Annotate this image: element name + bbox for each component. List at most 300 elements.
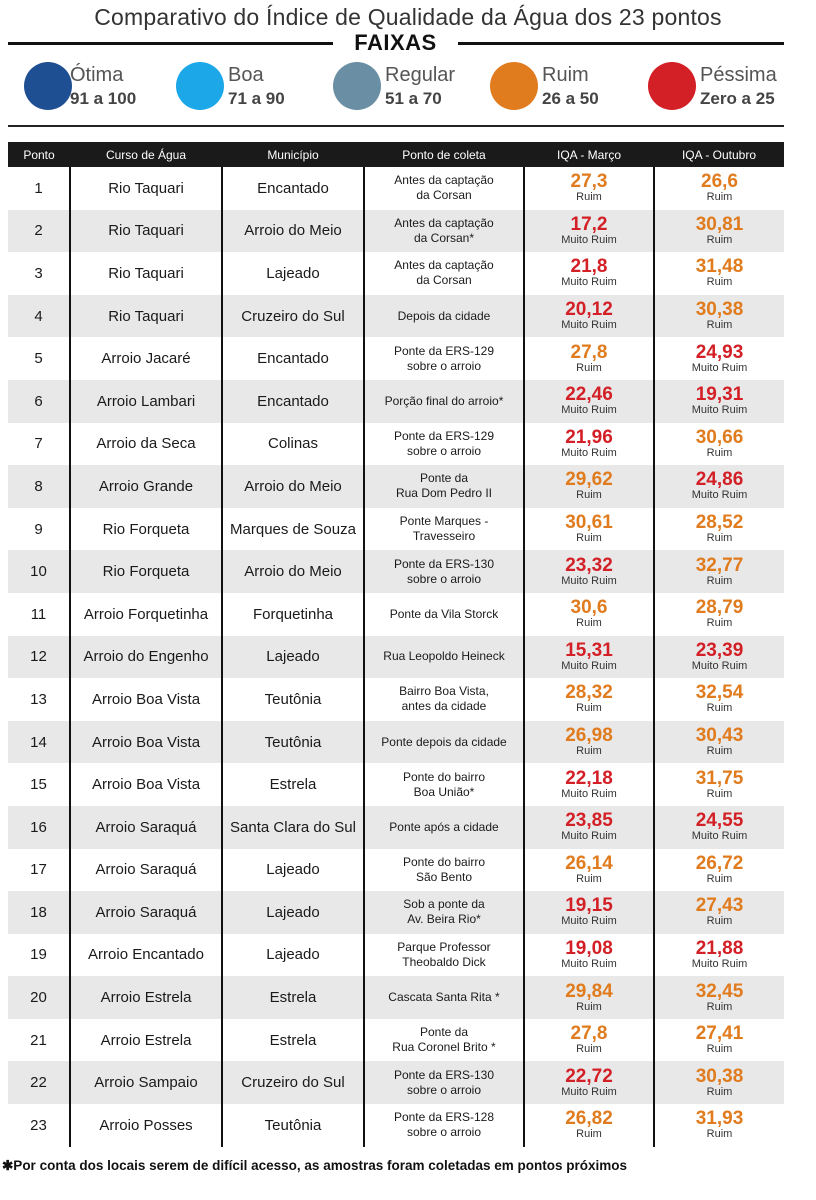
iqa-value: 28,52 xyxy=(695,512,744,534)
iqa-value: 31,48 xyxy=(695,256,744,278)
cell-municipio: Lajeado xyxy=(222,636,364,679)
iqa-value: 22,18 xyxy=(565,767,613,789)
iqa-label: Ruim xyxy=(706,915,733,928)
cell-iqa-outubro xyxy=(654,252,784,295)
cell-curso: Arroio Sampaio xyxy=(70,1061,222,1104)
cell-iqa-outubro xyxy=(654,976,784,1019)
table-row xyxy=(8,423,784,466)
cell-curso: Arroio Estrela xyxy=(70,1019,222,1062)
cell-curso: Arroio Estrela xyxy=(70,976,222,1019)
iqa-value: 30,38 xyxy=(695,1065,744,1087)
coleta-line: Theobaldo Dick xyxy=(402,954,486,969)
cell-municipio: Arroio do Meio xyxy=(222,550,364,593)
cell-iqa-outubro xyxy=(654,891,784,934)
faixas-label: FAIXAS xyxy=(354,30,437,55)
legend-name: Ruim xyxy=(542,64,589,86)
iqa-label: Ruim xyxy=(706,276,733,289)
cell-municipio: Teutônia xyxy=(222,1104,364,1147)
iqa-label: Ruim xyxy=(576,1128,602,1141)
cell-iqa-outubro xyxy=(654,423,784,466)
iqa-label: Ruim xyxy=(706,702,733,715)
iqa-value: 32,77 xyxy=(695,554,744,576)
cell-iqa-marco xyxy=(524,508,654,551)
iqa-label: Muito Ruim xyxy=(561,404,617,417)
iqa-value: 20,12 xyxy=(565,299,613,321)
cell-curso: Arroio Saraquá xyxy=(70,849,222,892)
iqa-value: 23,32 xyxy=(565,554,613,576)
cell-iqa-outubro xyxy=(654,849,784,892)
cell-ponto: 16 xyxy=(8,806,70,849)
iqa-label: Muito Ruim xyxy=(691,659,748,672)
coleta-line: Ponte da ERS-129 xyxy=(393,343,495,358)
cell-municipio: Lajeado xyxy=(222,891,364,934)
legend-dot-pessima xyxy=(648,62,696,110)
cell-coleta xyxy=(364,380,524,423)
iqa-value: 30,6 xyxy=(570,597,608,619)
cell-iqa-marco xyxy=(524,763,654,806)
iqa-value: 17,2 xyxy=(570,213,608,235)
cell-coleta xyxy=(364,1019,524,1062)
cell-iqa-marco xyxy=(524,337,654,380)
legend-name: Boa xyxy=(228,64,264,86)
cell-coleta xyxy=(364,593,524,636)
iqa-label: Ruim xyxy=(706,574,733,587)
cell-iqa-marco xyxy=(524,295,654,338)
iqa-value: 22,46 xyxy=(565,384,613,406)
iqa-value: 32,45 xyxy=(695,980,744,1002)
iqa-value: 24,93 xyxy=(695,341,744,363)
cell-curso: Rio Taquari xyxy=(70,252,222,295)
coleta-line: da Corsan xyxy=(416,188,472,203)
coleta-line: Porção final do arroio* xyxy=(384,393,504,408)
iqa-label: Ruim xyxy=(706,1043,733,1056)
coleta-line: Antes da captação xyxy=(394,258,494,273)
cell-municipio: Santa Clara do Sul xyxy=(222,806,364,849)
cell-coleta xyxy=(364,1104,524,1147)
cell-municipio: Teutônia xyxy=(222,678,364,721)
legend-dot-boa xyxy=(176,62,224,110)
iqa-label: Ruim xyxy=(706,446,733,459)
iqa-label: Ruim xyxy=(576,1043,602,1056)
table-row xyxy=(8,550,784,593)
cell-iqa-outubro xyxy=(654,806,784,849)
cell-iqa-outubro xyxy=(654,934,784,977)
cell-municipio: Encantado xyxy=(222,337,364,380)
iqa-label: Ruim xyxy=(706,191,733,204)
footnote: ✱Por conta dos locais serem de difícil acesso, as amostras foram coletadas em pontos próximos xyxy=(2,1158,628,1173)
iqa-label: Muito Ruim xyxy=(561,659,617,672)
cell-iqa-marco xyxy=(524,1061,654,1104)
faixas-rule-left xyxy=(8,42,333,45)
legend-range: 71 a 90 xyxy=(228,89,285,108)
legend-dot-regular xyxy=(333,62,381,110)
cell-iqa-marco xyxy=(524,806,654,849)
iqa-label: Ruim xyxy=(576,872,602,885)
table-row xyxy=(8,678,784,721)
coleta-line: Ponte da Vila Storck xyxy=(389,606,499,621)
coleta-line: Sob a ponte da xyxy=(403,897,485,912)
faixas-rule-right xyxy=(458,42,784,45)
table-row xyxy=(8,849,784,892)
table-row xyxy=(8,295,784,338)
cell-iqa-outubro xyxy=(654,763,784,806)
cell-municipio: Cruzeiro do Sul xyxy=(222,1061,364,1104)
iqa-value: 24,55 xyxy=(695,810,744,832)
iqa-value: 19,15 xyxy=(565,895,613,917)
iqa-label: Ruim xyxy=(576,361,602,374)
section-divider xyxy=(8,125,784,127)
legend-name: Péssima xyxy=(700,64,777,86)
coleta-line: Ponte Marques - xyxy=(399,514,489,529)
cell-coleta xyxy=(364,849,524,892)
cell-curso: Arroio Boa Vista xyxy=(70,678,222,721)
cell-coleta xyxy=(364,167,524,210)
cell-coleta xyxy=(364,721,524,764)
cell-coleta xyxy=(364,763,524,806)
cell-iqa-outubro xyxy=(654,380,784,423)
iqa-value: 26,14 xyxy=(565,852,613,874)
coleta-line: Rua Dom Pedro II xyxy=(395,486,493,501)
legend-dot-otima xyxy=(24,62,72,110)
cell-iqa-marco xyxy=(524,891,654,934)
iqa-label: Ruim xyxy=(706,233,733,246)
cell-ponto: 18 xyxy=(8,891,70,934)
table-row xyxy=(8,1019,784,1062)
cell-ponto: 20 xyxy=(8,976,70,1019)
table-row xyxy=(8,934,784,977)
iqa-value: 28,32 xyxy=(565,682,613,704)
coleta-line: sobre o arroio xyxy=(406,1082,482,1097)
iqa-value: 21,88 xyxy=(695,937,744,959)
table-row xyxy=(8,210,784,253)
cell-iqa-marco xyxy=(524,678,654,721)
iqa-label: Ruim xyxy=(706,1128,733,1141)
iqa-value: 21,8 xyxy=(570,256,608,278)
coleta-line: Ponte da ERS-130 xyxy=(393,1067,495,1082)
cell-iqa-marco xyxy=(524,423,654,466)
iqa-value: 26,6 xyxy=(701,171,738,193)
coleta-line: Travesseiro xyxy=(412,529,476,544)
table-row xyxy=(8,891,784,934)
iqa-value: 23,39 xyxy=(695,639,744,661)
cell-coleta xyxy=(364,678,524,721)
table-row xyxy=(8,636,784,679)
cell-iqa-marco xyxy=(524,380,654,423)
coleta-line: Boa União* xyxy=(413,784,475,799)
iqa-value: 27,8 xyxy=(570,341,608,363)
cell-municipio: Marques de Souza xyxy=(222,508,364,551)
cell-iqa-outubro xyxy=(654,550,784,593)
cell-curso: Rio Forqueta xyxy=(70,508,222,551)
iqa-label: Ruim xyxy=(706,1000,733,1013)
iqa-label: Muito Ruim xyxy=(691,830,748,843)
cell-municipio: Encantado xyxy=(222,380,364,423)
coleta-line: Antes da captação xyxy=(394,215,494,230)
iqa-value: 27,3 xyxy=(570,171,608,193)
cell-coleta xyxy=(364,636,524,679)
cell-iqa-marco xyxy=(524,252,654,295)
legend-range: 51 a 70 xyxy=(385,89,442,108)
iqa-label: Ruim xyxy=(576,617,602,630)
legend-name: Regular xyxy=(385,64,456,86)
cell-coleta xyxy=(364,508,524,551)
iqa-label: Ruim xyxy=(706,617,733,630)
table-row xyxy=(8,337,784,380)
cell-curso: Arroio Posses xyxy=(70,1104,222,1147)
table-row xyxy=(8,806,784,849)
iqa-value: 28,79 xyxy=(695,597,744,619)
iqa-value: 30,38 xyxy=(695,299,744,321)
iqa-label: Muito Ruim xyxy=(691,361,748,374)
coleta-line: Rua Leopoldo Heineck xyxy=(383,649,505,664)
cell-curso: Rio Taquari xyxy=(70,210,222,253)
iqa-table xyxy=(8,142,784,1147)
iqa-label: Muito Ruim xyxy=(561,319,617,332)
cell-iqa-marco xyxy=(524,636,654,679)
cell-coleta xyxy=(364,423,524,466)
iqa-label: Muito Ruim xyxy=(691,404,748,417)
cell-municipio: Teutônia xyxy=(222,721,364,764)
iqa-value: 24,86 xyxy=(695,469,744,491)
cell-ponto: 2 xyxy=(8,210,70,253)
cell-coleta xyxy=(364,934,524,977)
coleta-line: antes da cidade xyxy=(401,699,487,714)
iqa-label: Muito Ruim xyxy=(561,957,617,970)
cell-coleta xyxy=(364,295,524,338)
iqa-label: Ruim xyxy=(706,319,733,332)
table-row xyxy=(8,1061,784,1104)
cell-iqa-marco xyxy=(524,593,654,636)
cell-iqa-marco xyxy=(524,849,654,892)
iqa-label: Muito Ruim xyxy=(561,787,617,800)
iqa-label: Muito Ruim xyxy=(691,489,748,502)
iqa-label: Muito Ruim xyxy=(561,574,617,587)
cell-ponto: 23 xyxy=(8,1104,70,1147)
iqa-value: 30,66 xyxy=(695,426,744,448)
cell-iqa-marco xyxy=(524,550,654,593)
coleta-line: Ponte da ERS-130 xyxy=(393,556,495,571)
cell-ponto: 6 xyxy=(8,380,70,423)
cell-iqa-outubro xyxy=(654,295,784,338)
iqa-value: 26,72 xyxy=(695,852,744,874)
coleta-line: sobre o arroio xyxy=(406,571,482,586)
iqa-value: 32,54 xyxy=(695,682,744,704)
cell-ponto: 5 xyxy=(8,337,70,380)
cell-curso: Arroio do Engenho xyxy=(70,636,222,679)
coleta-line: da Corsan xyxy=(416,273,472,288)
iqa-label: Muito Ruim xyxy=(561,830,617,843)
cell-curso: Arroio Boa Vista xyxy=(70,721,222,764)
iqa-label: Muito Ruim xyxy=(691,957,748,970)
coleta-line: Rua Coronel Brito * xyxy=(392,1040,496,1055)
cell-municipio: Arroio do Meio xyxy=(222,465,364,508)
cell-coleta xyxy=(364,1061,524,1104)
iqa-label: Muito Ruim xyxy=(561,446,617,459)
iqa-table-container xyxy=(8,142,784,1147)
header-iqa-marco: IQA - Março xyxy=(524,142,654,167)
legend-range: 26 a 50 xyxy=(542,89,599,108)
header-coleta: Ponto de coleta xyxy=(364,142,524,167)
legend-range: Zero a 25 xyxy=(700,89,775,108)
coleta-line: Av. Beira Rio* xyxy=(407,912,481,927)
iqa-label: Ruim xyxy=(576,1000,602,1013)
cell-municipio: Estrela xyxy=(222,1019,364,1062)
cell-ponto: 21 xyxy=(8,1019,70,1062)
iqa-value: 23,85 xyxy=(565,810,613,832)
cell-municipio: Lajeado xyxy=(222,252,364,295)
cell-ponto: 19 xyxy=(8,934,70,977)
cell-ponto: 4 xyxy=(8,295,70,338)
iqa-value: 27,43 xyxy=(695,895,744,917)
cell-municipio: Encantado xyxy=(222,167,364,210)
iqa-label: Muito Ruim xyxy=(561,915,617,928)
coleta-line: Ponte da xyxy=(419,1025,469,1040)
cell-municipio: Cruzeiro do Sul xyxy=(222,295,364,338)
table-row xyxy=(8,976,784,1019)
cell-municipio: Estrela xyxy=(222,763,364,806)
legend-name: Ótima xyxy=(70,64,124,86)
header-iqa-outubro: IQA - Outubro xyxy=(654,142,784,167)
cell-ponto: 10 xyxy=(8,550,70,593)
table-row xyxy=(8,252,784,295)
iqa-value: 21,96 xyxy=(565,426,613,448)
table-row xyxy=(8,593,784,636)
header-ponto: Ponto xyxy=(8,142,70,167)
cell-ponto: 7 xyxy=(8,423,70,466)
legend xyxy=(0,60,816,114)
cell-iqa-outubro xyxy=(654,167,784,210)
cell-iqa-marco xyxy=(524,976,654,1019)
iqa-label: Ruim xyxy=(706,872,733,885)
cell-ponto: 12 xyxy=(8,636,70,679)
iqa-label: Ruim xyxy=(576,532,602,545)
header-curso: Curso de Água xyxy=(70,142,222,167)
iqa-label: Muito Ruim xyxy=(561,1085,617,1098)
table-row xyxy=(8,380,784,423)
cell-ponto: 13 xyxy=(8,678,70,721)
cell-curso: Rio Taquari xyxy=(70,167,222,210)
table-row xyxy=(8,763,784,806)
cell-coleta xyxy=(364,337,524,380)
cell-coleta xyxy=(364,976,524,1019)
iqa-value: 30,61 xyxy=(565,512,613,534)
cell-coleta xyxy=(364,465,524,508)
iqa-value: 27,41 xyxy=(695,1023,744,1045)
coleta-line: Antes da captação xyxy=(394,173,494,188)
cell-municipio: Estrela xyxy=(222,976,364,1019)
cell-ponto: 17 xyxy=(8,849,70,892)
cell-coleta xyxy=(364,891,524,934)
iqa-value: 27,8 xyxy=(570,1023,608,1045)
coleta-line: da Corsan* xyxy=(413,230,475,245)
cell-ponto: 11 xyxy=(8,593,70,636)
coleta-line: Ponte da xyxy=(419,471,469,486)
cell-ponto: 1 xyxy=(8,167,70,210)
cell-municipio: Lajeado xyxy=(222,934,364,977)
coleta-line: sobre o arroio xyxy=(406,358,482,373)
iqa-value: 19,08 xyxy=(565,937,613,959)
cell-curso: Rio Forqueta xyxy=(70,550,222,593)
cell-curso: Arroio Jacaré xyxy=(70,337,222,380)
iqa-label: Ruim xyxy=(576,191,602,204)
table-row xyxy=(8,721,784,764)
cell-iqa-marco xyxy=(524,934,654,977)
iqa-label: Ruim xyxy=(706,787,733,800)
cell-iqa-outubro xyxy=(654,636,784,679)
cell-iqa-outubro xyxy=(654,721,784,764)
cell-coleta xyxy=(364,550,524,593)
coleta-line: Ponte depois da cidade xyxy=(381,734,507,749)
cell-iqa-marco xyxy=(524,1019,654,1062)
iqa-label: Ruim xyxy=(706,745,733,758)
iqa-value: 30,81 xyxy=(695,213,744,235)
coleta-line: Ponte da ERS-128 xyxy=(393,1110,495,1125)
cell-municipio: Lajeado xyxy=(222,849,364,892)
cell-iqa-outubro xyxy=(654,210,784,253)
coleta-line: Parque Professor xyxy=(397,939,491,954)
table-row xyxy=(8,508,784,551)
cell-curso: Arroio Saraquá xyxy=(70,806,222,849)
iqa-value: 22,72 xyxy=(565,1065,613,1087)
iqa-label: Ruim xyxy=(706,532,733,545)
cell-curso: Arroio da Seca xyxy=(70,423,222,466)
iqa-label: Ruim xyxy=(706,1085,733,1098)
coleta-line: Bairro Boa Vista, xyxy=(399,684,489,699)
cell-iqa-outubro xyxy=(654,1061,784,1104)
iqa-value: 15,31 xyxy=(565,639,613,661)
table-header-row xyxy=(8,142,784,167)
cell-iqa-marco xyxy=(524,210,654,253)
cell-coleta xyxy=(364,806,524,849)
cell-municipio: Forquetinha xyxy=(222,593,364,636)
cell-curso: Arroio Grande xyxy=(70,465,222,508)
header-municipio: Município xyxy=(222,142,364,167)
cell-curso: Arroio Boa Vista xyxy=(70,763,222,806)
coleta-line: Ponte do bairro xyxy=(402,769,486,784)
table-body xyxy=(8,167,784,1147)
cell-ponto: 15 xyxy=(8,763,70,806)
iqa-value: 19,31 xyxy=(695,384,744,406)
iqa-label: Muito Ruim xyxy=(561,276,617,289)
coleta-line: sobre o arroio xyxy=(406,443,482,458)
iqa-label: Ruim xyxy=(576,702,602,715)
cell-curso: Arroio Forquetinha xyxy=(70,593,222,636)
cell-curso: Rio Taquari xyxy=(70,295,222,338)
cell-iqa-outubro xyxy=(654,678,784,721)
iqa-value: 26,82 xyxy=(565,1108,613,1130)
cell-iqa-marco xyxy=(524,167,654,210)
cell-ponto: 22 xyxy=(8,1061,70,1104)
cell-curso: Arroio Lambari xyxy=(70,380,222,423)
cell-ponto: 14 xyxy=(8,721,70,764)
faixas-header xyxy=(8,30,784,56)
cell-iqa-outubro xyxy=(654,508,784,551)
iqa-label: Ruim xyxy=(576,745,602,758)
cell-iqa-outubro xyxy=(654,1104,784,1147)
cell-iqa-outubro xyxy=(654,465,784,508)
iqa-value: 29,62 xyxy=(565,469,613,491)
table-row xyxy=(8,167,784,210)
iqa-label: Ruim xyxy=(576,489,602,502)
cell-ponto: 9 xyxy=(8,508,70,551)
coleta-line: São Bento xyxy=(415,869,473,884)
iqa-label: Muito Ruim xyxy=(561,233,617,246)
table-row xyxy=(8,1104,784,1147)
coleta-line: Cascata Santa Rita * xyxy=(388,990,500,1005)
iqa-value: 29,84 xyxy=(565,980,613,1002)
legend-range: 91 a 100 xyxy=(70,89,137,108)
cell-iqa-outubro xyxy=(654,337,784,380)
